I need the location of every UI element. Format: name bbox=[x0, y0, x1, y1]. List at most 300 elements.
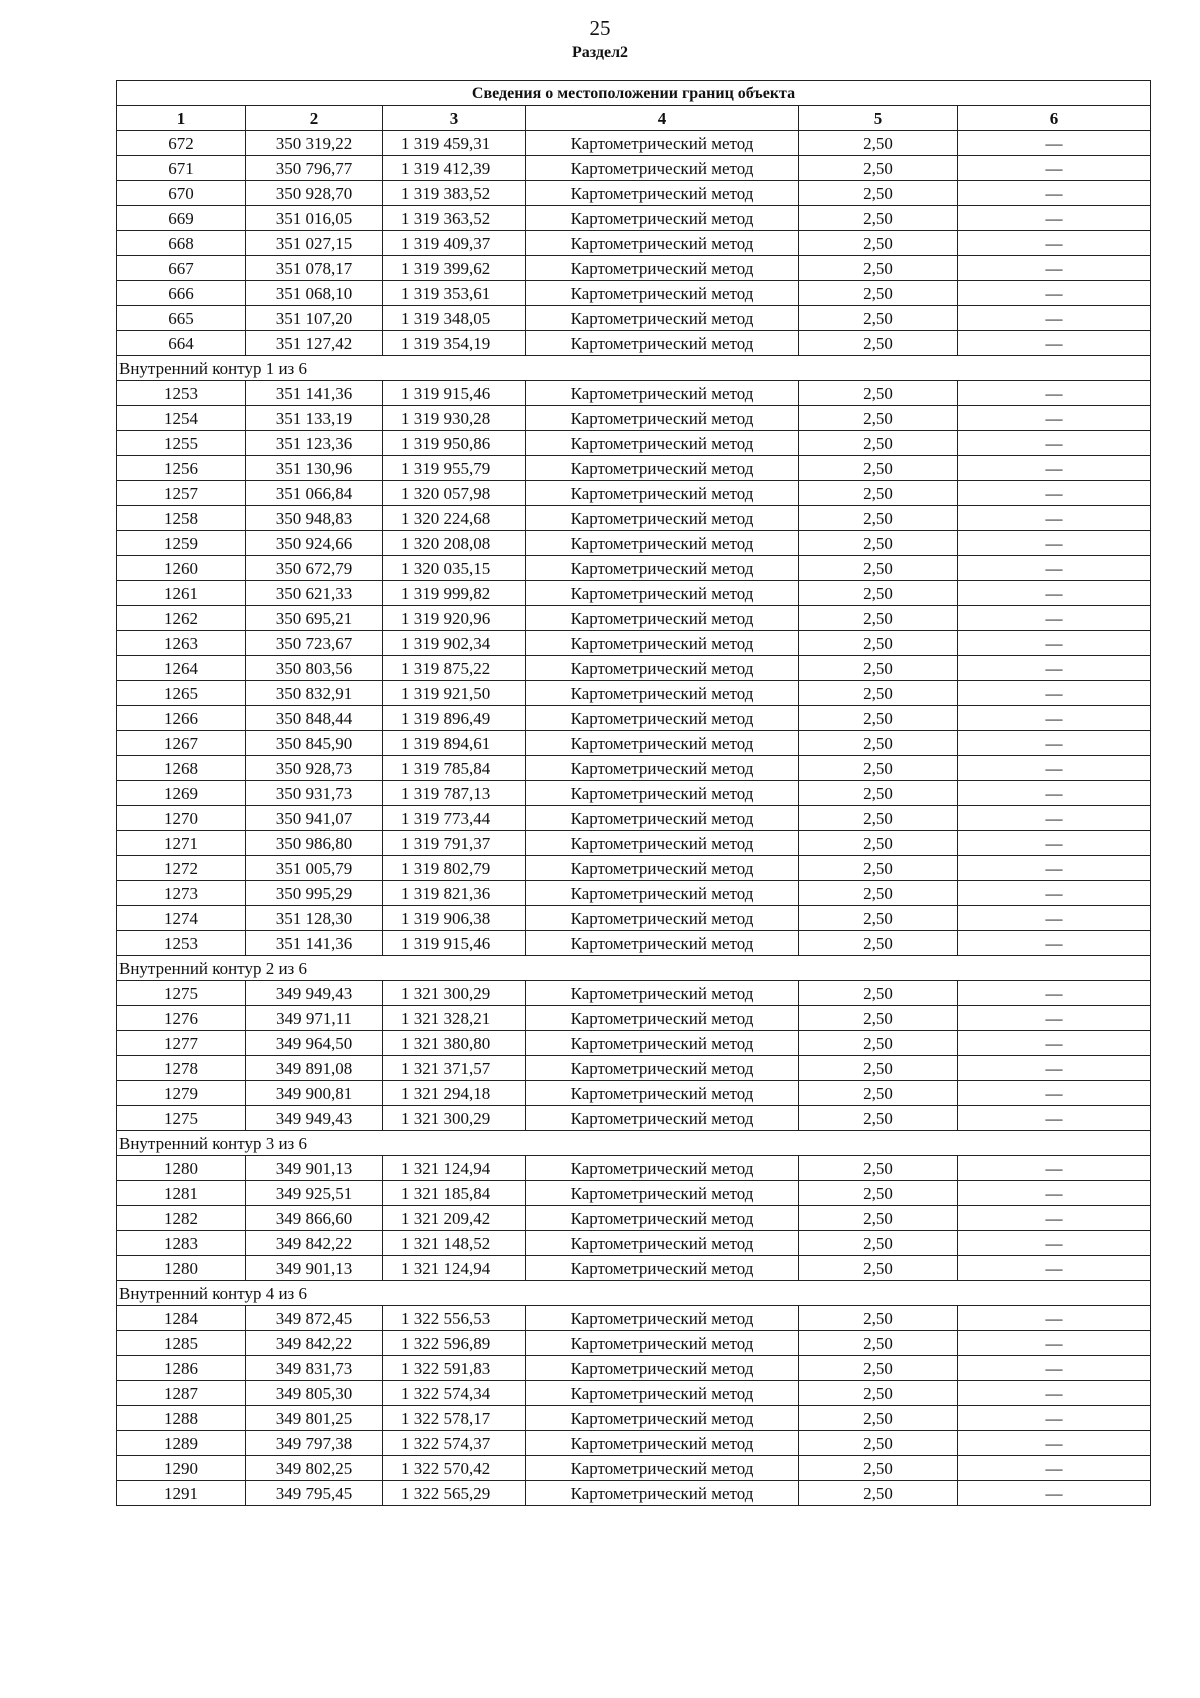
boundary-table bbox=[116, 80, 1151, 1506]
table-row bbox=[117, 1231, 1151, 1256]
x-coordinate-cell: 350 848,44 bbox=[246, 706, 383, 731]
method-cell: Картометрический метод bbox=[526, 1481, 799, 1506]
method-cell: Картометрический метод bbox=[526, 456, 799, 481]
y-coordinate-cell: 1 321 371,57 bbox=[383, 1056, 526, 1081]
accuracy-cell: 2,50 bbox=[799, 1306, 958, 1331]
x-coordinate-cell: 351 128,30 bbox=[246, 906, 383, 931]
accuracy-cell: 2,50 bbox=[799, 981, 958, 1006]
point-number-cell: 1272 bbox=[117, 856, 246, 881]
y-coordinate-cell: 1 319 348,05 bbox=[383, 306, 526, 331]
x-coordinate-cell: 350 931,73 bbox=[246, 781, 383, 806]
table-row bbox=[117, 981, 1151, 1006]
method-cell: Картометрический метод bbox=[526, 1031, 799, 1056]
table-row bbox=[117, 131, 1151, 156]
description-cell: — bbox=[958, 606, 1151, 631]
table-row bbox=[117, 1406, 1151, 1431]
y-coordinate-cell: 1 319 785,84 bbox=[383, 756, 526, 781]
accuracy-cell: 2,50 bbox=[799, 831, 958, 856]
table-row bbox=[117, 781, 1151, 806]
point-number-cell: 1277 bbox=[117, 1031, 246, 1056]
x-coordinate-cell: 349 949,43 bbox=[246, 981, 383, 1006]
point-number-cell: 1276 bbox=[117, 1006, 246, 1031]
point-number-cell: 1254 bbox=[117, 406, 246, 431]
table-row bbox=[117, 681, 1151, 706]
description-cell: — bbox=[958, 806, 1151, 831]
y-coordinate-cell: 1 321 300,29 bbox=[383, 1106, 526, 1131]
y-coordinate-cell: 1 319 915,46 bbox=[383, 381, 526, 406]
description-cell: — bbox=[958, 531, 1151, 556]
description-cell: — bbox=[958, 856, 1151, 881]
description-cell: — bbox=[958, 731, 1151, 756]
point-number-cell: 1253 bbox=[117, 931, 246, 956]
method-cell: Картометрический метод bbox=[526, 506, 799, 531]
table-row bbox=[117, 831, 1151, 856]
accuracy-cell: 2,50 bbox=[799, 806, 958, 831]
y-coordinate-cell: 1 322 574,37 bbox=[383, 1431, 526, 1456]
y-coordinate-cell: 1 319 353,61 bbox=[383, 281, 526, 306]
y-coordinate-cell: 1 319 930,28 bbox=[383, 406, 526, 431]
description-cell: — bbox=[958, 281, 1151, 306]
x-coordinate-cell: 350 948,83 bbox=[246, 506, 383, 531]
description-cell: — bbox=[958, 1056, 1151, 1081]
description-cell: — bbox=[958, 1456, 1151, 1481]
method-cell: Картометрический метод bbox=[526, 581, 799, 606]
point-number-cell: 1275 bbox=[117, 981, 246, 1006]
table-row bbox=[117, 1306, 1151, 1331]
method-cell: Картометрический метод bbox=[526, 756, 799, 781]
method-cell: Картометрический метод bbox=[526, 981, 799, 1006]
description-cell: — bbox=[958, 556, 1151, 581]
y-coordinate-cell: 1 322 556,53 bbox=[383, 1306, 526, 1331]
contour-group-row bbox=[117, 1131, 1151, 1156]
description-cell: — bbox=[958, 1181, 1151, 1206]
x-coordinate-cell: 350 723,67 bbox=[246, 631, 383, 656]
table-row bbox=[117, 456, 1151, 481]
x-coordinate-cell: 350 845,90 bbox=[246, 731, 383, 756]
table-row bbox=[117, 581, 1151, 606]
x-coordinate-cell: 349 842,22 bbox=[246, 1231, 383, 1256]
table-row bbox=[117, 856, 1151, 881]
column-number: 5 bbox=[799, 106, 958, 131]
point-number-cell: 1261 bbox=[117, 581, 246, 606]
point-number-cell: 1274 bbox=[117, 906, 246, 931]
accuracy-cell: 2,50 bbox=[799, 156, 958, 181]
table-row bbox=[117, 656, 1151, 681]
x-coordinate-cell: 349 891,08 bbox=[246, 1056, 383, 1081]
y-coordinate-cell: 1 319 383,52 bbox=[383, 181, 526, 206]
accuracy-cell: 2,50 bbox=[799, 781, 958, 806]
point-number-cell: 1260 bbox=[117, 556, 246, 581]
x-coordinate-cell: 350 796,77 bbox=[246, 156, 383, 181]
x-coordinate-cell: 350 928,73 bbox=[246, 756, 383, 781]
point-number-cell: 1263 bbox=[117, 631, 246, 656]
y-coordinate-cell: 1 319 950,86 bbox=[383, 431, 526, 456]
y-coordinate-cell: 1 319 399,62 bbox=[383, 256, 526, 281]
x-coordinate-cell: 349 801,25 bbox=[246, 1406, 383, 1431]
table-row bbox=[117, 1456, 1151, 1481]
accuracy-cell: 2,50 bbox=[799, 281, 958, 306]
x-coordinate-cell: 349 971,11 bbox=[246, 1006, 383, 1031]
method-cell: Картометрический метод bbox=[526, 881, 799, 906]
description-cell: — bbox=[958, 681, 1151, 706]
description-cell: — bbox=[958, 1356, 1151, 1381]
description-cell: — bbox=[958, 156, 1151, 181]
method-cell: Картометрический метод bbox=[526, 556, 799, 581]
description-cell: — bbox=[958, 1006, 1151, 1031]
method-cell: Картометрический метод bbox=[526, 731, 799, 756]
y-coordinate-cell: 1 321 380,80 bbox=[383, 1031, 526, 1056]
point-number-cell: 1269 bbox=[117, 781, 246, 806]
x-coordinate-cell: 351 141,36 bbox=[246, 381, 383, 406]
table-row bbox=[117, 381, 1151, 406]
method-cell: Картометрический метод bbox=[526, 806, 799, 831]
column-number: 3 bbox=[383, 106, 526, 131]
y-coordinate-cell: 1 321 124,94 bbox=[383, 1156, 526, 1181]
accuracy-cell: 2,50 bbox=[799, 431, 958, 456]
description-cell: — bbox=[958, 1406, 1151, 1431]
y-coordinate-cell: 1 322 574,34 bbox=[383, 1381, 526, 1406]
point-number-cell: 669 bbox=[117, 206, 246, 231]
point-number-cell: 1287 bbox=[117, 1381, 246, 1406]
table-row bbox=[117, 256, 1151, 281]
column-number: 2 bbox=[246, 106, 383, 131]
description-cell: — bbox=[958, 1031, 1151, 1056]
description-cell: — bbox=[958, 581, 1151, 606]
column-number: 1 bbox=[117, 106, 246, 131]
accuracy-cell: 2,50 bbox=[799, 506, 958, 531]
table-row bbox=[117, 1056, 1151, 1081]
accuracy-cell: 2,50 bbox=[799, 1206, 958, 1231]
method-cell: Картометрический метод bbox=[526, 606, 799, 631]
accuracy-cell: 2,50 bbox=[799, 1031, 958, 1056]
description-cell: — bbox=[958, 1331, 1151, 1356]
x-coordinate-cell: 349 900,81 bbox=[246, 1081, 383, 1106]
method-cell: Картометрический метод bbox=[526, 1406, 799, 1431]
accuracy-cell: 2,50 bbox=[799, 906, 958, 931]
y-coordinate-cell: 1 321 209,42 bbox=[383, 1206, 526, 1231]
table-row bbox=[117, 331, 1151, 356]
table-row bbox=[117, 806, 1151, 831]
x-coordinate-cell: 350 941,07 bbox=[246, 806, 383, 831]
method-cell: Картометрический метод bbox=[526, 706, 799, 731]
point-number-cell: 1255 bbox=[117, 431, 246, 456]
x-coordinate-cell: 349 866,60 bbox=[246, 1206, 383, 1231]
page-number: 25 bbox=[589, 16, 611, 40]
accuracy-cell: 2,50 bbox=[799, 1381, 958, 1406]
accuracy-cell: 2,50 bbox=[799, 706, 958, 731]
accuracy-cell: 2,50 bbox=[799, 656, 958, 681]
accuracy-cell: 2,50 bbox=[799, 1331, 958, 1356]
y-coordinate-cell: 1 321 185,84 bbox=[383, 1181, 526, 1206]
x-coordinate-cell: 351 005,79 bbox=[246, 856, 383, 881]
x-coordinate-cell: 351 141,36 bbox=[246, 931, 383, 956]
description-cell: — bbox=[958, 406, 1151, 431]
y-coordinate-cell: 1 321 148,52 bbox=[383, 1231, 526, 1256]
method-cell: Картометрический метод bbox=[526, 1106, 799, 1131]
description-cell: — bbox=[958, 1481, 1151, 1506]
method-cell: Картометрический метод bbox=[526, 1181, 799, 1206]
x-coordinate-cell: 350 803,56 bbox=[246, 656, 383, 681]
table-row bbox=[117, 531, 1151, 556]
y-coordinate-cell: 1 319 896,49 bbox=[383, 706, 526, 731]
table-row bbox=[117, 431, 1151, 456]
description-cell: — bbox=[958, 331, 1151, 356]
accuracy-cell: 2,50 bbox=[799, 1406, 958, 1431]
x-coordinate-cell: 350 928,70 bbox=[246, 181, 383, 206]
y-coordinate-cell: 1 321 294,18 bbox=[383, 1081, 526, 1106]
y-coordinate-cell: 1 321 300,29 bbox=[383, 981, 526, 1006]
method-cell: Картометрический метод bbox=[526, 1381, 799, 1406]
point-number-cell: 1278 bbox=[117, 1056, 246, 1081]
y-coordinate-cell: 1 319 821,36 bbox=[383, 881, 526, 906]
x-coordinate-cell: 351 133,19 bbox=[246, 406, 383, 431]
method-cell: Картометрический метод bbox=[526, 481, 799, 506]
contour-group-row bbox=[117, 1281, 1151, 1306]
y-coordinate-cell: 1 319 921,50 bbox=[383, 681, 526, 706]
point-number-cell: 1262 bbox=[117, 606, 246, 631]
point-number-cell: 672 bbox=[117, 131, 246, 156]
x-coordinate-cell: 351 016,05 bbox=[246, 206, 383, 231]
method-cell: Картометрический метод bbox=[526, 1156, 799, 1181]
description-cell: — bbox=[958, 381, 1151, 406]
method-cell: Картометрический метод bbox=[526, 656, 799, 681]
description-cell: — bbox=[958, 756, 1151, 781]
x-coordinate-cell: 349 901,13 bbox=[246, 1256, 383, 1281]
table-row bbox=[117, 281, 1151, 306]
description-cell: — bbox=[958, 256, 1151, 281]
y-coordinate-cell: 1 321 328,21 bbox=[383, 1006, 526, 1031]
point-number-cell: 670 bbox=[117, 181, 246, 206]
x-coordinate-cell: 349 797,38 bbox=[246, 1431, 383, 1456]
point-number-cell: 1289 bbox=[117, 1431, 246, 1456]
method-cell: Картометрический метод bbox=[526, 931, 799, 956]
method-cell: Картометрический метод bbox=[526, 531, 799, 556]
point-number-cell: 1286 bbox=[117, 1356, 246, 1381]
contour-group-label: Внутренний контур 2 из 6 bbox=[117, 956, 1151, 981]
accuracy-cell: 2,50 bbox=[799, 1456, 958, 1481]
point-number-cell: 1280 bbox=[117, 1256, 246, 1281]
method-cell: Картометрический метод bbox=[526, 1231, 799, 1256]
point-number-cell: 665 bbox=[117, 306, 246, 331]
x-coordinate-cell: 349 842,22 bbox=[246, 1331, 383, 1356]
column-number: 6 bbox=[958, 106, 1151, 131]
point-number-cell: 1256 bbox=[117, 456, 246, 481]
point-number-cell: 1265 bbox=[117, 681, 246, 706]
point-number-cell: 1266 bbox=[117, 706, 246, 731]
x-coordinate-cell: 350 986,80 bbox=[246, 831, 383, 856]
table-body bbox=[117, 131, 1151, 1506]
y-coordinate-cell: 1 319 354,19 bbox=[383, 331, 526, 356]
table-row bbox=[117, 1481, 1151, 1506]
description-cell: — bbox=[958, 1231, 1151, 1256]
accuracy-cell: 2,50 bbox=[799, 1106, 958, 1131]
table-row bbox=[117, 406, 1151, 431]
point-number-cell: 1283 bbox=[117, 1231, 246, 1256]
description-cell: — bbox=[958, 931, 1151, 956]
table-row bbox=[117, 181, 1151, 206]
description-cell: — bbox=[958, 1306, 1151, 1331]
description-cell: — bbox=[958, 1081, 1151, 1106]
method-cell: Картометрический метод bbox=[526, 156, 799, 181]
accuracy-cell: 2,50 bbox=[799, 406, 958, 431]
description-cell: — bbox=[958, 206, 1151, 231]
table-row bbox=[117, 1206, 1151, 1231]
table-row bbox=[117, 556, 1151, 581]
y-coordinate-cell: 1 319 915,46 bbox=[383, 931, 526, 956]
point-number-cell: 1280 bbox=[117, 1156, 246, 1181]
contour-group-label: Внутренний контур 1 из 6 bbox=[117, 356, 1151, 381]
table-row bbox=[117, 706, 1151, 731]
point-number-cell: 667 bbox=[117, 256, 246, 281]
point-number-cell: 1285 bbox=[117, 1331, 246, 1356]
table-row bbox=[117, 506, 1151, 531]
table-row bbox=[117, 1031, 1151, 1056]
x-coordinate-cell: 350 695,21 bbox=[246, 606, 383, 631]
x-coordinate-cell: 351 078,17 bbox=[246, 256, 383, 281]
method-cell: Картометрический метод bbox=[526, 831, 799, 856]
method-cell: Картометрический метод bbox=[526, 381, 799, 406]
column-numbers-row bbox=[117, 106, 1151, 131]
point-number-cell: 671 bbox=[117, 156, 246, 181]
y-coordinate-cell: 1 319 894,61 bbox=[383, 731, 526, 756]
y-coordinate-cell: 1 322 570,42 bbox=[383, 1456, 526, 1481]
accuracy-cell: 2,50 bbox=[799, 1256, 958, 1281]
table-row bbox=[117, 606, 1151, 631]
y-coordinate-cell: 1 319 787,13 bbox=[383, 781, 526, 806]
accuracy-cell: 2,50 bbox=[799, 381, 958, 406]
method-cell: Картометрический метод bbox=[526, 1206, 799, 1231]
accuracy-cell: 2,50 bbox=[799, 631, 958, 656]
x-coordinate-cell: 350 924,66 bbox=[246, 531, 383, 556]
table-row bbox=[117, 481, 1151, 506]
table-row bbox=[117, 1431, 1151, 1456]
table-row bbox=[117, 631, 1151, 656]
method-cell: Картометрический метод bbox=[526, 331, 799, 356]
x-coordinate-cell: 349 901,13 bbox=[246, 1156, 383, 1181]
section-title: Раздел2 bbox=[571, 44, 629, 61]
method-cell: Картометрический метод bbox=[526, 431, 799, 456]
description-cell: — bbox=[958, 881, 1151, 906]
y-coordinate-cell: 1 322 565,29 bbox=[383, 1481, 526, 1506]
method-cell: Картометрический метод bbox=[526, 906, 799, 931]
accuracy-cell: 2,50 bbox=[799, 1081, 958, 1106]
accuracy-cell: 2,50 bbox=[799, 181, 958, 206]
x-coordinate-cell: 351 027,15 bbox=[246, 231, 383, 256]
description-cell: — bbox=[958, 1156, 1151, 1181]
x-coordinate-cell: 349 805,30 bbox=[246, 1381, 383, 1406]
x-coordinate-cell: 349 872,45 bbox=[246, 1306, 383, 1331]
y-coordinate-cell: 1 319 791,37 bbox=[383, 831, 526, 856]
method-cell: Картометрический метод bbox=[526, 281, 799, 306]
accuracy-cell: 2,50 bbox=[799, 256, 958, 281]
accuracy-cell: 2,50 bbox=[799, 931, 958, 956]
description-cell: — bbox=[958, 431, 1151, 456]
x-coordinate-cell: 351 127,42 bbox=[246, 331, 383, 356]
point-number-cell: 1258 bbox=[117, 506, 246, 531]
point-number-cell: 1273 bbox=[117, 881, 246, 906]
y-coordinate-cell: 1 319 999,82 bbox=[383, 581, 526, 606]
point-number-cell: 668 bbox=[117, 231, 246, 256]
method-cell: Картометрический метод bbox=[526, 1081, 799, 1106]
point-number-cell: 1279 bbox=[117, 1081, 246, 1106]
accuracy-cell: 2,50 bbox=[799, 131, 958, 156]
table-row bbox=[117, 906, 1151, 931]
description-cell: — bbox=[958, 231, 1151, 256]
method-cell: Картометрический метод bbox=[526, 631, 799, 656]
method-cell: Картометрический метод bbox=[526, 781, 799, 806]
table-row bbox=[117, 1181, 1151, 1206]
contour-group-label: Внутренний контур 4 из 6 bbox=[117, 1281, 1151, 1306]
table-row bbox=[117, 1081, 1151, 1106]
x-coordinate-cell: 349 831,73 bbox=[246, 1356, 383, 1381]
point-number-cell: 1264 bbox=[117, 656, 246, 681]
method-cell: Картометрический метод bbox=[526, 406, 799, 431]
method-cell: Картометрический метод bbox=[526, 1456, 799, 1481]
y-coordinate-cell: 1 319 955,79 bbox=[383, 456, 526, 481]
table-row bbox=[117, 1356, 1151, 1381]
table-row bbox=[117, 1006, 1151, 1031]
contour-group-label: Внутренний контур 3 из 6 bbox=[117, 1131, 1151, 1156]
method-cell: Картометрический метод bbox=[526, 681, 799, 706]
accuracy-cell: 2,50 bbox=[799, 731, 958, 756]
accuracy-cell: 2,50 bbox=[799, 481, 958, 506]
description-cell: — bbox=[958, 656, 1151, 681]
x-coordinate-cell: 351 130,96 bbox=[246, 456, 383, 481]
y-coordinate-cell: 1 319 459,31 bbox=[383, 131, 526, 156]
description-cell: — bbox=[958, 456, 1151, 481]
description-cell: — bbox=[958, 1381, 1151, 1406]
description-cell: — bbox=[958, 981, 1151, 1006]
x-coordinate-cell: 350 672,79 bbox=[246, 556, 383, 581]
point-number-cell: 1253 bbox=[117, 381, 246, 406]
description-cell: — bbox=[958, 631, 1151, 656]
x-coordinate-cell: 349 964,50 bbox=[246, 1031, 383, 1056]
x-coordinate-cell: 350 621,33 bbox=[246, 581, 383, 606]
table-row bbox=[117, 1156, 1151, 1181]
description-cell: — bbox=[958, 506, 1151, 531]
accuracy-cell: 2,50 bbox=[799, 1481, 958, 1506]
accuracy-cell: 2,50 bbox=[799, 1431, 958, 1456]
contour-group-row bbox=[117, 956, 1151, 981]
accuracy-cell: 2,50 bbox=[799, 856, 958, 881]
y-coordinate-cell: 1 319 875,22 bbox=[383, 656, 526, 681]
table-row bbox=[117, 231, 1151, 256]
y-coordinate-cell: 1 320 057,98 bbox=[383, 481, 526, 506]
accuracy-cell: 2,50 bbox=[799, 1156, 958, 1181]
y-coordinate-cell: 1 319 363,52 bbox=[383, 206, 526, 231]
accuracy-cell: 2,50 bbox=[799, 531, 958, 556]
x-coordinate-cell: 349 925,51 bbox=[246, 1181, 383, 1206]
y-coordinate-cell: 1 322 578,17 bbox=[383, 1406, 526, 1431]
description-cell: — bbox=[958, 1256, 1151, 1281]
point-number-cell: 664 bbox=[117, 331, 246, 356]
y-coordinate-cell: 1 322 591,83 bbox=[383, 1356, 526, 1381]
y-coordinate-cell: 1 320 208,08 bbox=[383, 531, 526, 556]
description-cell: — bbox=[958, 831, 1151, 856]
method-cell: Картометрический метод bbox=[526, 206, 799, 231]
y-coordinate-cell: 1 321 124,94 bbox=[383, 1256, 526, 1281]
x-coordinate-cell: 351 068,10 bbox=[246, 281, 383, 306]
point-number-cell: 1257 bbox=[117, 481, 246, 506]
point-number-cell: 1270 bbox=[117, 806, 246, 831]
method-cell: Картометрический метод bbox=[526, 181, 799, 206]
table-row bbox=[117, 731, 1151, 756]
accuracy-cell: 2,50 bbox=[799, 206, 958, 231]
point-number-cell: 1271 bbox=[117, 831, 246, 856]
point-number-cell: 1284 bbox=[117, 1306, 246, 1331]
accuracy-cell: 2,50 bbox=[799, 456, 958, 481]
point-number-cell: 666 bbox=[117, 281, 246, 306]
